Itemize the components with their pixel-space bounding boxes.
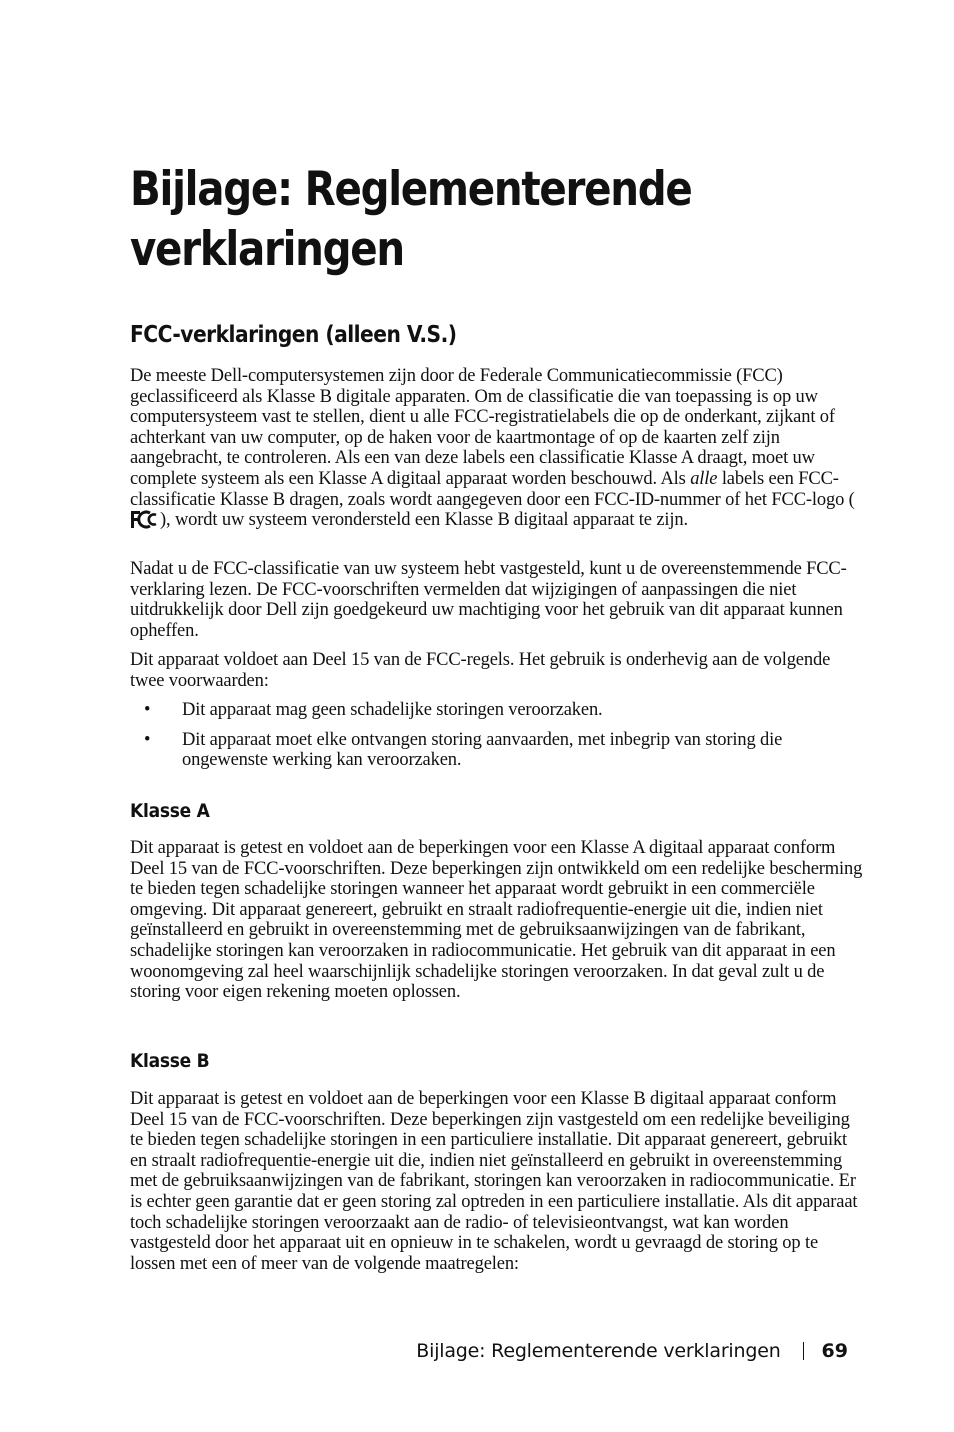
paragraph-fcc-statement: Nadat u de FCC-classificatie van uw systeem hebt vastgesteld, kunt u de overeenstemmende FCC-verklaring lezen. De FCC-voorschriften vermelden dat wijzigingen of aanpassingen die niet uitdrukkelijk door Dell zijn goedgekeurd uw machtiging voor het gebruik van dit apparaat kunnen opheffen. bbox=[130, 559, 847, 641]
list-item bbox=[130, 730, 865, 771]
page-number: 69 bbox=[821, 1340, 848, 1362]
emphasis-text: alle bbox=[690, 468, 718, 489]
paragraph-text: labels een FCC-classificatie Klasse B dragen, zoals wordt aangegeven door een FCC-ID-nummer of het FCC-logo ( bbox=[130, 468, 855, 510]
section-heading-fcc: FCC-verklaringen (alleen V.S.) bbox=[130, 322, 457, 348]
paragraph-klasse-b: Dit apparaat is getest en voldoet aan de beperkingen voor een Klasse B digitaal apparaat conform Deel 15 van de FCC-voorschriften. Deze beperkingen zijn vastgesteld om een redelijke beveiliging te bieden tegen schadelijke storingen in een particuliere installatie. Dit apparaat genereert, gebruikt en straalt radiofrequentie-energie uit die, indien niet geïnstalleerd en gebruikt in overeenstemming met de gebruiksaanwijzingen van de fabrikant, storingen kan veroorzaken in radiocommunicatie. Er is echter geen garantie dat er geen storing zal optreden in een particuliere installatie. Als dit apparaat toch schadelijke storingen veroorzaakt aan de radio- of televisieontvangst, wat kan worden vastgesteld door het apparaat uit en opnieuw in te schakelen, wordt u gevraagd de storing op te lossen met een of meer van de volgende maatregelen: bbox=[130, 1089, 858, 1274]
bullet: • bbox=[144, 729, 151, 750]
paragraph-klasse-a: Dit apparaat is getest en voldoet aan de beperkingen voor een Klasse A digitaal apparaat conform Deel 15 van de FCC-voorschriften. Deze beperkingen zijn ontwikkeld om een redelijke bescherming te bieden tegen schadelijke storingen wanneer het apparaat wordt gebruikt in een commerciële omgeving. Dit apparaat genereert, gebruikt en straalt radiofrequentie-energie uit die, indien niet geïnstalleerd en gebruikt in overeenstemming met de gebruiksaanwijzingen van de fabrikant, schadelijke storingen kan veroorzaken in radiocommunicatie. Het gebruik van dit apparaat in een woonomgeving zal heel waarschijnlijk schadelijke storingen veroorzaken. In dat geval zult u de storing voor eigen rekening moeten oplossen. bbox=[130, 838, 863, 1003]
fcc-logo-icon bbox=[130, 510, 160, 529]
list-item-text: Dit apparaat moet elke ontvangen storing aanvaarden, met inbegrip van storing die ongewenste werking kan veroorzaken. bbox=[182, 729, 783, 771]
section-heading-klasse-b: Klasse B bbox=[130, 1050, 210, 1072]
paragraph-fcc-classification bbox=[130, 366, 865, 531]
page-title: Bijlage: Reglementerende verklaringen bbox=[130, 162, 692, 277]
footer-title: Bijlage: Reglementerende verklaringen bbox=[416, 1340, 781, 1362]
list-item-text: Dit apparaat mag geen schadelijke storingen veroorzaken. bbox=[182, 700, 603, 720]
footer-divider bbox=[803, 1342, 804, 1360]
list-item bbox=[130, 700, 865, 721]
page-footer bbox=[416, 1340, 848, 1362]
conditions-list bbox=[130, 700, 865, 780]
paragraph-text: ), wordt uw systeem verondersteld een Klasse B digitaal apparaat te zijn. bbox=[160, 510, 688, 531]
paragraph-text: De meeste Dell-computersystemen zijn door de Federale Communicatiecommissie (FCC) geclassificeerd als Klasse B digitale apparaten. Om de classificatie die van toepassing is op uw computersysteem vast te stellen, dient u alle FCC-registratielabels die op de onderkant, zijkant of achterkant van uw computer, op de haken voor de kaartmontage of op de kaarten zelf zijn aangebracht, te controleren. Als een van deze labels een classificatie Klasse A draagt, moet uw complete systeem als een Klasse A digitaal apparaat worden beschouwd. Als bbox=[130, 366, 835, 489]
bullet: • bbox=[144, 700, 151, 720]
paragraph-fcc-part15: Dit apparaat voldoet aan Deel 15 van de FCC-regels. Het gebruik is onderhevig aan de volgende twee voorwaarden: bbox=[130, 650, 831, 691]
section-heading-klasse-a: Klasse A bbox=[130, 800, 210, 822]
